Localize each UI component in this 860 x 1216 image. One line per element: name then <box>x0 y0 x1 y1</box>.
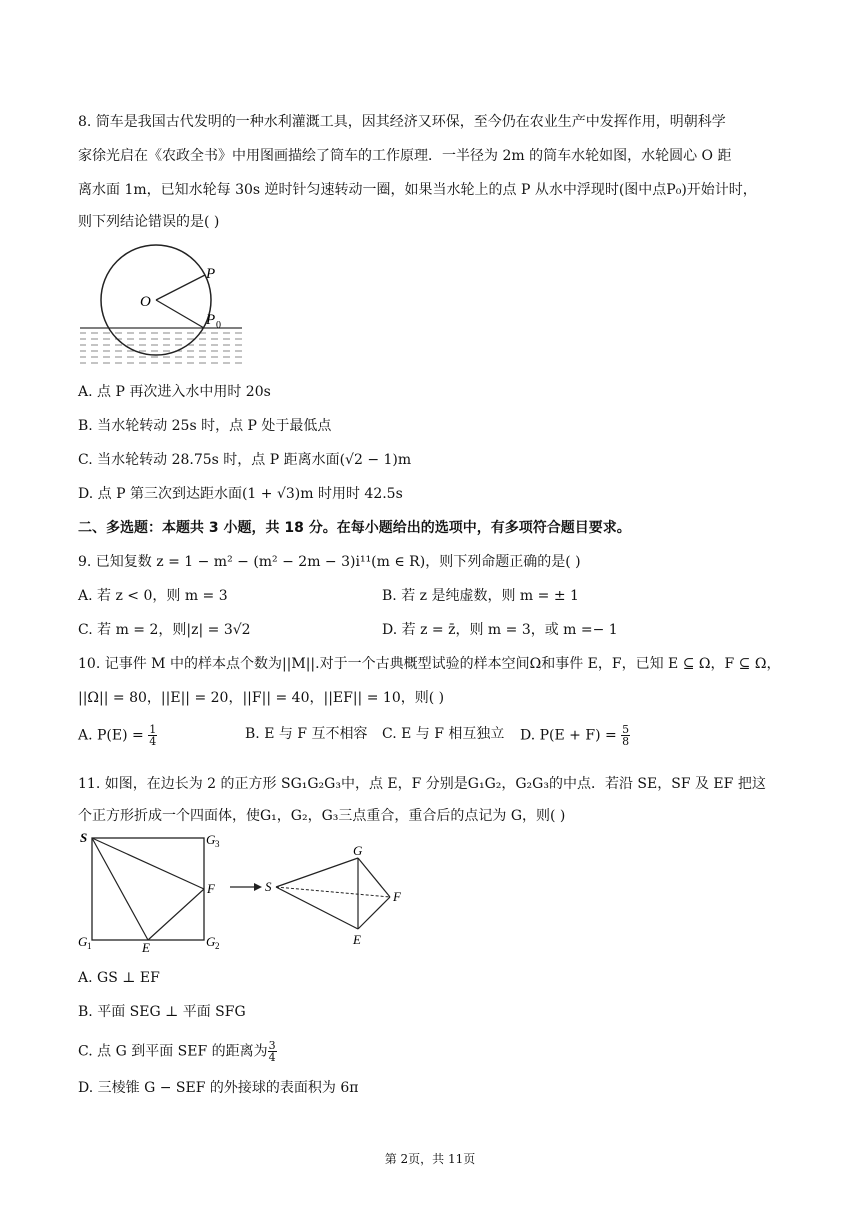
q8-option-a: A. 点 P 再次进入水中用时 20s <box>78 384 271 400</box>
page-footer: 第 2页，共 11页 <box>384 1152 476 1166</box>
folding-figure <box>78 828 418 954</box>
q11-option-b: B. 平面 SEG ⊥ 平面 SFG <box>78 1004 246 1020</box>
label-s: S <box>80 830 88 845</box>
label-g2-sub: 2 <box>215 941 220 951</box>
square-sg1g2g3 <box>92 838 204 940</box>
edge-gf <box>358 858 390 897</box>
q9-option-c: C. 若 m = 2，则|z| = 3√2 <box>78 622 251 638</box>
label-p: P <box>206 266 216 282</box>
edge-se <box>276 887 358 929</box>
label-e-tetra: E <box>353 932 361 947</box>
q10-option-d <box>520 724 630 747</box>
label-g: G <box>353 843 363 858</box>
q8-stem-line4: 则下列结论错误的是( ) <box>78 214 220 230</box>
q11-option-c-prefix: C. 点 G 到平面 SEF 的距离为 <box>78 1043 268 1060</box>
q9-option-b: B. 若 z 是纯虚数，则 m = ± 1 <box>382 588 579 604</box>
water-area <box>80 328 242 364</box>
radius-op0 <box>156 300 204 328</box>
q11-stem-line1: 11. 如图，在边长为 2 的正方形 SG₁G₂G₃中，点 E，F 分别是G₁G₂，G₂G₃的中点．若沿 SE，SF 及 EF 把这 <box>78 776 766 792</box>
q11-option-d: D. 三棱锥 G − SEF 的外接球的表面积为 6π <box>78 1080 359 1096</box>
q10-stem-line1: 10. 记事件 M 中的样本点个数为||M||.对于一个古典概型试验的样本空间Ω和事件 E，F，已知 E ⊆ Ω，F ⊆ Ω， <box>78 656 781 672</box>
radius-op <box>156 275 205 300</box>
q11-option-a: A. GS ⊥ EF <box>78 970 160 986</box>
section-heading: 二、多选题：本题共 3 小题，共 18 分。在每小题给出的选项中，有多项符合题目要求。 <box>78 520 631 536</box>
q8-option-c: C. 当水轮转动 28.75s 时，点 P 距离水面(√2 − 1)m <box>78 452 412 468</box>
q11-option-c <box>78 1040 277 1063</box>
fold-line-sf <box>92 838 204 889</box>
q11-stem-line2: 个正方形折成一个四面体，使G₁，G₂，G₃三点重合，重合后的点记为 G，则( ) <box>78 808 566 824</box>
label-s-tetra: S <box>265 879 272 894</box>
q10-stem-line2: ||Ω|| = 80，||E|| = 20，||F|| = 40，||EF|| = 10，则( ) <box>78 690 445 706</box>
label-g1-sub: 1 <box>87 941 92 951</box>
q10-option-d-fraction: $\frac{5}{8}$ <box>622 723 630 748</box>
label-g3: G <box>206 832 216 847</box>
q8-stem-line2: 家徐光启在《农政全书》中用图画描绘了筒车的工作原理．一半径为 2m 的筒车水轮如图，水轮圆心 O 距 <box>78 148 732 164</box>
label-f-tetra: F <box>393 889 401 904</box>
q8-stem-line1: 8. 筒车是我国古代发明的一种水利灌溉工具，因其经济又环保，至今仍在农业生产中发挥作用，明朝科学 <box>78 114 726 130</box>
q10-option-d-prefix: D. P(E + F) = <box>520 727 622 744</box>
fold-line-se <box>92 838 148 940</box>
q10-option-a-fraction: $\frac{1}{4}$ <box>149 723 157 748</box>
q10-option-b: B. E 与 F 互不相容 <box>245 726 368 742</box>
edge-sg <box>276 858 358 887</box>
waterwheel-figure <box>78 240 248 370</box>
label-p0-sub: 0 <box>216 320 221 331</box>
label-g2: G <box>206 934 216 949</box>
arrow-head <box>254 883 262 891</box>
q10-option-c: C. E 与 F 相互独立 <box>382 726 505 742</box>
q8-stem-line3: 离水面 1m，已知水轮每 30s 逆时针匀速转动一圈，如果当水轮上的点 P 从水中浮现时(图中点P₀)开始计时， <box>78 182 757 198</box>
label-e: E <box>142 940 150 954</box>
q11-option-c-fraction: $\frac{3}{4}$ <box>268 1039 276 1064</box>
q8-option-b: B. 当水轮转动 25s 时，点 P 处于最低点 <box>78 418 332 434</box>
label-p0: P <box>206 312 216 328</box>
label-g1: G <box>78 934 88 949</box>
fold-line-ef <box>148 889 204 940</box>
edge-ef <box>358 897 390 929</box>
q9-stem: 9. 已知复数 z = 1 − m² − (m² − 2m − 3)i¹¹(m ∈ R)，则下列命题正确的是( ) <box>78 554 581 570</box>
label-g3-sub: 3 <box>215 839 220 849</box>
q9-option-d: D. 若 z = z̄，则 m = 3，或 m =− 1 <box>382 622 618 638</box>
q9-option-a: A. 若 z < 0，则 m = 3 <box>78 588 228 604</box>
q8-option-d: D. 点 P 第三次到达距水面(1 + √3)m 时用时 42.5s <box>78 486 403 502</box>
q10-option-a <box>78 724 157 747</box>
q10-option-a-prefix: A. P(E) = <box>78 727 149 744</box>
label-o: O <box>140 294 151 310</box>
label-f: F <box>207 881 215 896</box>
